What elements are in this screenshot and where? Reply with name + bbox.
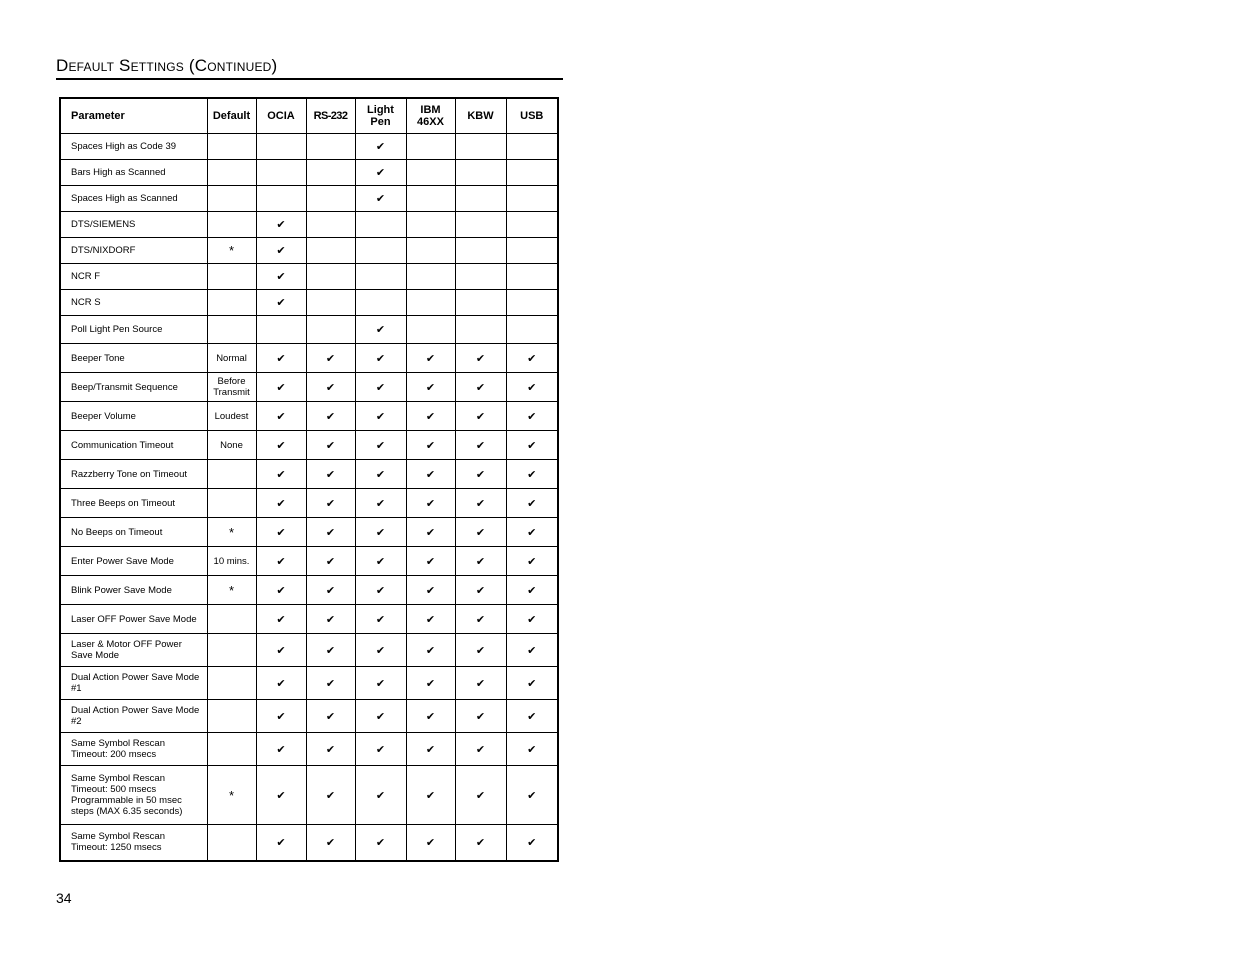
check-mark-icon: ✔ xyxy=(506,489,558,518)
empty-cell xyxy=(406,160,455,186)
table-row xyxy=(60,160,558,186)
empty-cell xyxy=(455,316,506,344)
check-mark-icon: ✔ xyxy=(256,264,306,290)
check-mark-icon: ✔ xyxy=(506,700,558,733)
check-mark-icon: ✔ xyxy=(406,431,455,460)
table-row xyxy=(60,733,558,766)
page-title: Default Settings (Continued) xyxy=(56,55,563,80)
check-mark-icon: ✔ xyxy=(506,547,558,576)
default-cell xyxy=(207,489,256,518)
check-mark-icon: ✔ xyxy=(455,576,506,605)
check-mark-icon: ✔ xyxy=(355,576,406,605)
check-mark-icon: ✔ xyxy=(455,373,506,402)
parameter-cell: Blink Power Save Mode xyxy=(60,576,207,605)
column-header-rs232: RS-232 xyxy=(306,98,355,134)
page-number: 34 xyxy=(56,890,72,906)
check-mark-icon: ✔ xyxy=(306,373,355,402)
empty-cell xyxy=(256,160,306,186)
check-mark-icon: ✔ xyxy=(355,766,406,825)
check-mark-icon: ✔ xyxy=(355,700,406,733)
table-row xyxy=(60,186,558,212)
empty-cell xyxy=(306,160,355,186)
check-mark-icon: ✔ xyxy=(455,766,506,825)
check-mark-icon: ✔ xyxy=(355,344,406,373)
check-mark-icon: ✔ xyxy=(306,460,355,489)
table-row xyxy=(60,766,558,825)
table-row xyxy=(60,605,558,634)
table-row xyxy=(60,825,558,861)
check-mark-icon: ✔ xyxy=(306,576,355,605)
empty-cell xyxy=(406,212,455,238)
empty-cell xyxy=(355,290,406,316)
check-mark-icon: ✔ xyxy=(406,460,455,489)
check-mark-icon: ✔ xyxy=(506,605,558,634)
check-mark-icon: ✔ xyxy=(355,733,406,766)
check-mark-icon: ✔ xyxy=(256,373,306,402)
check-mark-icon: ✔ xyxy=(455,344,506,373)
column-header-usb: USB xyxy=(506,98,558,134)
check-mark-icon: ✔ xyxy=(256,825,306,861)
check-mark-icon: ✔ xyxy=(256,460,306,489)
table-row xyxy=(60,212,558,238)
empty-cell xyxy=(455,290,506,316)
default-cell: 10 mins. xyxy=(207,547,256,576)
check-mark-icon: ✔ xyxy=(406,766,455,825)
column-header-kbw: KBW xyxy=(455,98,506,134)
parameter-cell: Same Symbol Rescan Timeout: 500 msecs Programmable in 50 msec steps (MAX 6.35 seconds) xyxy=(60,766,207,825)
check-mark-icon: ✔ xyxy=(306,547,355,576)
default-cell xyxy=(207,667,256,700)
check-mark-icon: ✔ xyxy=(306,489,355,518)
table-header-row xyxy=(60,98,558,134)
check-mark-icon: ✔ xyxy=(455,489,506,518)
table-row xyxy=(60,344,558,373)
check-mark-icon: ✔ xyxy=(355,134,406,160)
parameter-cell: Beep/Transmit Sequence xyxy=(60,373,207,402)
default-cell: Normal xyxy=(207,344,256,373)
parameter-cell: DTS/SIEMENS xyxy=(60,212,207,238)
check-mark-icon: ✔ xyxy=(306,605,355,634)
table-row xyxy=(60,634,558,667)
table-row xyxy=(60,134,558,160)
check-mark-icon: ✔ xyxy=(306,825,355,861)
empty-cell xyxy=(406,316,455,344)
parameter-cell: Same Symbol Rescan Timeout: 200 msecs xyxy=(60,733,207,766)
check-mark-icon: ✔ xyxy=(256,344,306,373)
table-row xyxy=(60,700,558,733)
empty-cell xyxy=(406,134,455,160)
empty-cell xyxy=(306,186,355,212)
check-mark-icon: ✔ xyxy=(355,547,406,576)
column-header-parameter: Parameter xyxy=(60,98,207,134)
check-mark-icon: ✔ xyxy=(455,605,506,634)
check-mark-icon: ✔ xyxy=(406,605,455,634)
default-cell xyxy=(207,290,256,316)
check-mark-icon: ✔ xyxy=(355,460,406,489)
check-mark-icon: ✔ xyxy=(455,634,506,667)
check-mark-icon: ✔ xyxy=(306,344,355,373)
check-mark-icon: ✔ xyxy=(355,518,406,547)
check-mark-icon: ✔ xyxy=(455,518,506,547)
check-mark-icon: ✔ xyxy=(355,316,406,344)
check-mark-icon: ✔ xyxy=(355,605,406,634)
parameter-cell: Laser & Motor OFF Power Save Mode xyxy=(60,634,207,667)
table-row xyxy=(60,316,558,344)
parameter-cell: Dual Action Power Save Mode #1 xyxy=(60,667,207,700)
check-mark-icon: ✔ xyxy=(506,431,558,460)
check-mark-icon: ✔ xyxy=(406,344,455,373)
check-mark-icon: ✔ xyxy=(455,667,506,700)
empty-cell xyxy=(455,238,506,264)
empty-cell xyxy=(455,212,506,238)
default-cell xyxy=(207,605,256,634)
empty-cell xyxy=(506,186,558,212)
check-mark-icon: ✔ xyxy=(406,733,455,766)
check-mark-icon: ✔ xyxy=(455,825,506,861)
check-mark-icon: ✔ xyxy=(455,547,506,576)
check-mark-icon: ✔ xyxy=(406,825,455,861)
check-mark-icon: ✔ xyxy=(306,431,355,460)
default-cell xyxy=(207,134,256,160)
empty-cell xyxy=(455,264,506,290)
empty-cell xyxy=(355,264,406,290)
parameter-cell: Beeper Tone xyxy=(60,344,207,373)
check-mark-icon: ✔ xyxy=(506,825,558,861)
check-mark-icon: ✔ xyxy=(256,700,306,733)
empty-cell xyxy=(506,238,558,264)
check-mark-icon: ✔ xyxy=(506,766,558,825)
check-mark-icon: ✔ xyxy=(455,733,506,766)
check-mark-icon: ✔ xyxy=(256,431,306,460)
table-row xyxy=(60,264,558,290)
empty-cell xyxy=(506,264,558,290)
empty-cell xyxy=(506,212,558,238)
empty-cell xyxy=(506,160,558,186)
empty-cell xyxy=(306,212,355,238)
check-mark-icon: ✔ xyxy=(256,547,306,576)
check-mark-icon: ✔ xyxy=(406,402,455,431)
default-cell: * xyxy=(207,238,256,264)
default-cell: * xyxy=(207,518,256,547)
table-body xyxy=(60,134,558,861)
check-mark-icon: ✔ xyxy=(256,667,306,700)
empty-cell xyxy=(455,186,506,212)
check-mark-icon: ✔ xyxy=(506,733,558,766)
column-header-ocia: OCIA xyxy=(256,98,306,134)
table-row xyxy=(60,373,558,402)
check-mark-icon: ✔ xyxy=(355,667,406,700)
default-cell: Before Transmit xyxy=(207,373,256,402)
check-mark-icon: ✔ xyxy=(506,460,558,489)
empty-cell xyxy=(256,316,306,344)
column-header-default: Default xyxy=(207,98,256,134)
check-mark-icon: ✔ xyxy=(406,576,455,605)
check-mark-icon: ✔ xyxy=(506,634,558,667)
empty-cell xyxy=(306,290,355,316)
parameter-cell: Razzberry Tone on Timeout xyxy=(60,460,207,489)
parameter-cell: Poll Light Pen Source xyxy=(60,316,207,344)
default-cell xyxy=(207,316,256,344)
check-mark-icon: ✔ xyxy=(306,733,355,766)
check-mark-icon: ✔ xyxy=(455,460,506,489)
check-mark-icon: ✔ xyxy=(406,489,455,518)
default-settings-table xyxy=(59,97,559,862)
empty-cell xyxy=(455,160,506,186)
check-mark-icon: ✔ xyxy=(506,667,558,700)
parameter-cell: Laser OFF Power Save Mode xyxy=(60,605,207,634)
empty-cell xyxy=(506,316,558,344)
parameter-cell: Enter Power Save Mode xyxy=(60,547,207,576)
check-mark-icon: ✔ xyxy=(306,766,355,825)
default-cell xyxy=(207,186,256,212)
check-mark-icon: ✔ xyxy=(256,212,306,238)
check-mark-icon: ✔ xyxy=(256,576,306,605)
parameter-cell: No Beeps on Timeout xyxy=(60,518,207,547)
empty-cell xyxy=(455,134,506,160)
check-mark-icon: ✔ xyxy=(406,634,455,667)
check-mark-icon: ✔ xyxy=(306,402,355,431)
check-mark-icon: ✔ xyxy=(406,667,455,700)
check-mark-icon: ✔ xyxy=(455,402,506,431)
parameter-cell: Dual Action Power Save Mode #2 xyxy=(60,700,207,733)
table-row xyxy=(60,518,558,547)
check-mark-icon: ✔ xyxy=(355,160,406,186)
table-row xyxy=(60,489,558,518)
parameter-cell: DTS/NIXDORF xyxy=(60,238,207,264)
check-mark-icon: ✔ xyxy=(506,576,558,605)
check-mark-icon: ✔ xyxy=(355,431,406,460)
empty-cell xyxy=(406,290,455,316)
empty-cell xyxy=(355,212,406,238)
check-mark-icon: ✔ xyxy=(256,518,306,547)
empty-cell xyxy=(406,264,455,290)
default-cell xyxy=(207,825,256,861)
empty-cell xyxy=(306,134,355,160)
check-mark-icon: ✔ xyxy=(306,667,355,700)
empty-cell xyxy=(406,238,455,264)
parameter-cell: NCR S xyxy=(60,290,207,316)
check-mark-icon: ✔ xyxy=(506,373,558,402)
check-mark-icon: ✔ xyxy=(455,431,506,460)
default-cell: * xyxy=(207,576,256,605)
table-row xyxy=(60,431,558,460)
check-mark-icon: ✔ xyxy=(256,634,306,667)
table-row xyxy=(60,667,558,700)
parameter-cell: Same Symbol Rescan Timeout: 1250 msecs xyxy=(60,825,207,861)
check-mark-icon: ✔ xyxy=(355,373,406,402)
check-mark-icon: ✔ xyxy=(455,700,506,733)
check-mark-icon: ✔ xyxy=(355,489,406,518)
check-mark-icon: ✔ xyxy=(506,344,558,373)
check-mark-icon: ✔ xyxy=(355,402,406,431)
check-mark-icon: ✔ xyxy=(406,700,455,733)
table-row xyxy=(60,576,558,605)
table-row xyxy=(60,238,558,264)
check-mark-icon: ✔ xyxy=(256,238,306,264)
check-mark-icon: ✔ xyxy=(406,518,455,547)
table-row xyxy=(60,402,558,431)
check-mark-icon: ✔ xyxy=(256,489,306,518)
check-mark-icon: ✔ xyxy=(355,634,406,667)
default-cell xyxy=(207,634,256,667)
empty-cell xyxy=(355,238,406,264)
parameter-cell: Spaces High as Scanned xyxy=(60,186,207,212)
check-mark-icon: ✔ xyxy=(306,518,355,547)
empty-cell xyxy=(306,316,355,344)
default-cell xyxy=(207,733,256,766)
default-cell xyxy=(207,700,256,733)
default-cell: * xyxy=(207,766,256,825)
check-mark-icon: ✔ xyxy=(256,733,306,766)
default-cell xyxy=(207,264,256,290)
default-cell xyxy=(207,212,256,238)
empty-cell xyxy=(306,264,355,290)
table-row xyxy=(60,547,558,576)
empty-cell xyxy=(256,134,306,160)
default-cell xyxy=(207,160,256,186)
check-mark-icon: ✔ xyxy=(306,634,355,667)
parameter-cell: Spaces High as Code 39 xyxy=(60,134,207,160)
column-header-light-pen: Light Pen xyxy=(355,98,406,134)
default-cell: None xyxy=(207,431,256,460)
parameter-cell: Communication Timeout xyxy=(60,431,207,460)
parameter-cell: Beeper Volume xyxy=(60,402,207,431)
empty-cell xyxy=(506,290,558,316)
check-mark-icon: ✔ xyxy=(306,700,355,733)
table-row xyxy=(60,460,558,489)
check-mark-icon: ✔ xyxy=(256,402,306,431)
column-header-ibm-46xx: IBM 46XX xyxy=(406,98,455,134)
empty-cell xyxy=(506,134,558,160)
check-mark-icon: ✔ xyxy=(256,766,306,825)
empty-cell xyxy=(306,238,355,264)
check-mark-icon: ✔ xyxy=(355,186,406,212)
empty-cell xyxy=(406,186,455,212)
parameter-cell: Three Beeps on Timeout xyxy=(60,489,207,518)
parameter-cell: Bars High as Scanned xyxy=(60,160,207,186)
table-row xyxy=(60,290,558,316)
check-mark-icon: ✔ xyxy=(406,373,455,402)
parameter-cell: NCR F xyxy=(60,264,207,290)
check-mark-icon: ✔ xyxy=(256,290,306,316)
check-mark-icon: ✔ xyxy=(355,825,406,861)
default-cell: Loudest xyxy=(207,402,256,431)
empty-cell xyxy=(256,186,306,212)
check-mark-icon: ✔ xyxy=(256,605,306,634)
check-mark-icon: ✔ xyxy=(506,402,558,431)
check-mark-icon: ✔ xyxy=(406,547,455,576)
check-mark-icon: ✔ xyxy=(506,518,558,547)
default-cell xyxy=(207,460,256,489)
